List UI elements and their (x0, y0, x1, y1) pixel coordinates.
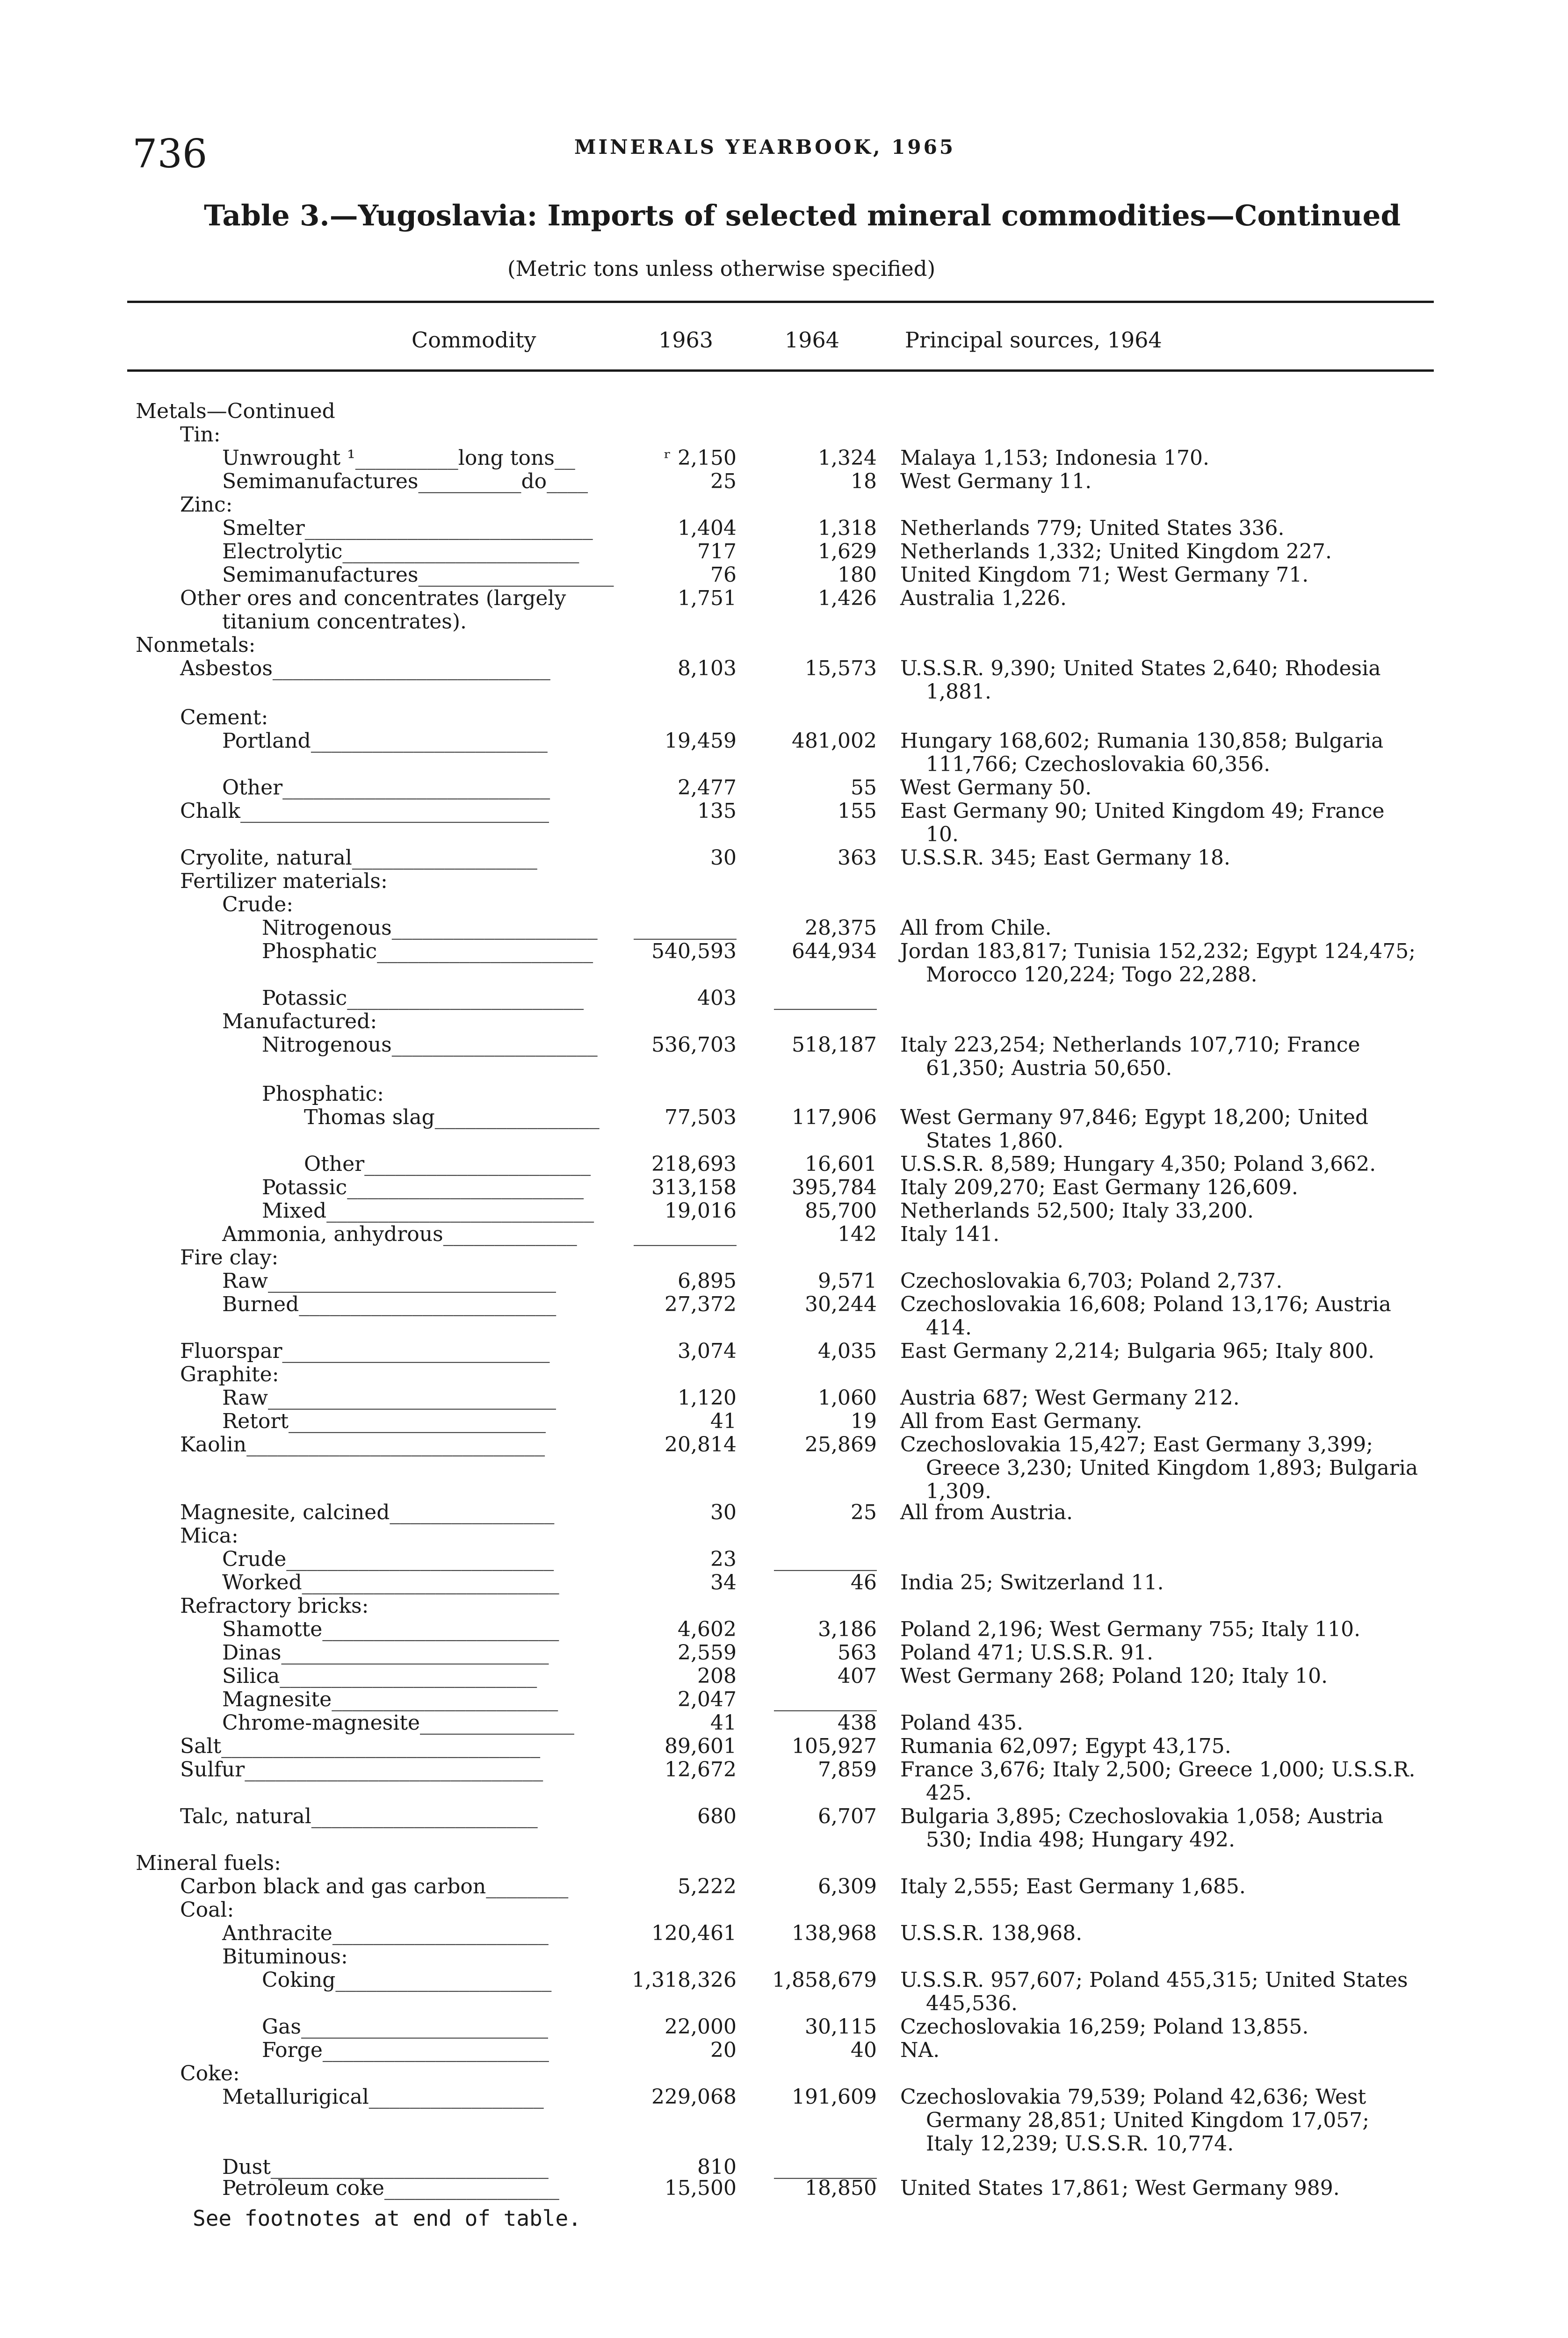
table-row (0, 940, 1568, 963)
table-row (0, 916, 1568, 940)
row-principal-sources: 425. (926, 1781, 972, 1805)
table-row (0, 1805, 1568, 1828)
row-value-1964: 1,858,679 (772, 1968, 877, 1992)
row-value-1964: 518,187 (792, 1033, 877, 1057)
table-row (0, 493, 1568, 517)
row-principal-sources: Czechoslovakia 6,703; Poland 2,737. (900, 1269, 1283, 1293)
row-commodity: Worked_________________________ (222, 1571, 559, 1595)
row-value-1963: 30 (710, 1501, 737, 1524)
row-commodity: Other__________________________ (222, 776, 550, 800)
row-commodity: Fertilizer materials: (180, 869, 388, 893)
row-value-1964: 191,609 (792, 2085, 877, 2109)
row-commodity: Raw____________________________ (222, 1269, 556, 1293)
table-row (0, 1316, 1568, 1340)
row-commodity: Kaolin_____________________________ (180, 1433, 545, 1457)
table-row (0, 1340, 1568, 1363)
table-row (0, 1480, 1568, 1503)
table-title: Table 3.—Yugoslavia: Imports of selected mineral commodities—Continued (204, 199, 1401, 232)
footnote: See footnotes at end of table. (193, 2206, 581, 2231)
row-value-1964: 18 (851, 469, 877, 493)
table-row (0, 2062, 1568, 2085)
table-row (0, 1386, 1568, 1410)
row-principal-sources: U.S.S.R. 957,607; Poland 455,315; United States (900, 1968, 1408, 1992)
row-value-1964: 142 (838, 1222, 877, 1246)
row-principal-sources: 1,309. (926, 1479, 991, 1503)
row-commodity: Retort_________________________ (222, 1409, 546, 1433)
table-row (0, 823, 1568, 846)
row-commodity: Manufactured: (222, 1010, 377, 1033)
row-value-1964: 16,601 (805, 1152, 877, 1176)
row-commodity: Other ores and concentrates (largely (180, 586, 566, 610)
table-row (0, 1782, 1568, 1805)
header-commodity: Commodity (412, 327, 536, 353)
table-row (0, 470, 1568, 493)
row-principal-sources: Italy 223,254; Netherlands 107,710; France (900, 1033, 1360, 1057)
row-principal-sources: Italy 12,239; U.S.S.R. 10,774. (926, 2132, 1234, 2156)
row-value-1964: 438 (838, 1711, 877, 1735)
row-principal-sources: Morocco 120,224; Togo 22,288. (926, 963, 1257, 987)
row-value-1963: 229,068 (651, 2085, 737, 2109)
table-row (0, 893, 1568, 916)
table-row (0, 753, 1568, 776)
row-principal-sources: 414. (926, 1316, 972, 1340)
table-row (0, 2177, 1568, 2200)
table-row (0, 1852, 1568, 1875)
row-value-1964: 407 (838, 1664, 877, 1688)
table-row (0, 1922, 1568, 1945)
row-principal-sources: United States 17,861; West Germany 989. (900, 2176, 1340, 2200)
table-row (0, 1129, 1568, 1153)
table-row (0, 1106, 1568, 1129)
row-principal-sources: Italy 141. (900, 1222, 1000, 1246)
row-value-1963: 41 (710, 1409, 737, 1433)
row-commodity: Petroleum coke_________________ (222, 2176, 559, 2200)
table-row (0, 680, 1568, 704)
table-row (0, 729, 1568, 753)
row-value-1963: __________ (634, 916, 737, 940)
row-commodity: Burned_________________________ (222, 1292, 556, 1316)
table-row (0, 634, 1568, 657)
header-1963: 1963 (658, 327, 714, 353)
row-value-1964: 1,060 (818, 1386, 877, 1410)
row-principal-sources: 530; India 498; Hungary 492. (926, 1828, 1236, 1852)
row-value-1963: 540,593 (651, 939, 737, 963)
row-value-1963: 25 (710, 469, 737, 493)
table-row (0, 1711, 1568, 1735)
table-row (0, 1176, 1568, 1199)
row-commodity: Forge______________________ (262, 2038, 549, 2062)
table-row (0, 2085, 1568, 2109)
row-principal-sources: West Germany 268; Poland 120; Italy 10. (900, 1664, 1328, 1688)
row-principal-sources: All from Chile. (900, 916, 1052, 940)
table-row (0, 1457, 1568, 1480)
row-value-1963: 15,500 (665, 2176, 737, 2200)
row-value-1964: 40 (851, 2038, 877, 2062)
row-value-1964: 6,707 (818, 1804, 877, 1828)
row-principal-sources: Czechoslovakia 79,539; Poland 42,636; West (900, 2085, 1366, 2109)
row-value-1963: 208 (697, 1664, 737, 1688)
row-value-1964: 1,318 (818, 516, 877, 540)
row-value-1963: 536,703 (651, 1033, 737, 1057)
table-row (0, 400, 1568, 423)
row-principal-sources: Italy 2,555; East Germany 1,685. (900, 1875, 1246, 1898)
row-value-1964: 28,375 (805, 916, 877, 940)
table-row (0, 2132, 1568, 2156)
row-commodity: Anthracite_____________________ (222, 1921, 549, 1945)
table-row (0, 1293, 1568, 1316)
top-rule (127, 301, 1434, 303)
table-row (0, 1641, 1568, 1665)
row-commodity: Chalk______________________________ (180, 799, 549, 823)
row-principal-sources: 10. (926, 823, 959, 846)
row-commodity: Crude: (222, 893, 294, 916)
row-commodity: Mixed__________________________ (262, 1199, 594, 1223)
row-commodity: Coking_____________________ (262, 1968, 552, 1992)
table-row (0, 1571, 1568, 1595)
row-principal-sources: U.S.S.R. 138,968. (900, 1921, 1083, 1945)
row-value-1963: 403 (697, 986, 737, 1010)
row-value-1964: 180 (838, 563, 877, 587)
table-row (0, 1898, 1568, 1922)
row-value-1963: 717 (697, 540, 737, 563)
row-principal-sources: Germany 28,851; United Kingdom 17,057; (926, 2108, 1370, 2132)
row-value-1964: 25 (851, 1501, 877, 1524)
table-row (0, 1033, 1568, 1057)
row-principal-sources: Czechoslovakia 16,259; Poland 13,855. (900, 2015, 1309, 2039)
row-value-1963: 120,461 (651, 1921, 737, 1945)
header-1964: 1964 (785, 327, 840, 353)
table-row (0, 1270, 1568, 1293)
running-head: MINERALS YEARBOOK, 1965 (574, 136, 956, 159)
table-row (0, 517, 1568, 540)
table-row (0, 870, 1568, 893)
row-principal-sources: Netherlands 779; United States 336. (900, 516, 1285, 540)
table-row (0, 1595, 1568, 1618)
row-value-1963: 77,503 (665, 1105, 737, 1129)
row-commodity: Raw____________________________ (222, 1386, 556, 1410)
row-principal-sources: Malaya 1,153; Indonesia 170. (900, 446, 1210, 470)
row-value-1963: 30 (710, 846, 737, 870)
row-principal-sources: Rumania 62,097; Egypt 43,175. (900, 1734, 1231, 1758)
row-commodity: Carbon black and gas carbon________ (180, 1875, 569, 1898)
row-commodity: Phosphatic_____________________ (262, 939, 593, 963)
row-value-1964: 18,850 (805, 2176, 877, 2200)
row-principal-sources: East Germany 2,214; Bulgaria 965; Italy 800. (900, 1339, 1375, 1363)
row-commodity: Nitrogenous____________________ (262, 916, 598, 940)
header-rule (127, 369, 1434, 372)
row-value-1963: 218,693 (651, 1152, 737, 1176)
row-commodity: Other______________________ (304, 1152, 591, 1176)
row-value-1963: 3,074 (678, 1339, 737, 1363)
row-value-1964: 481,002 (792, 729, 877, 753)
table-row (0, 1992, 1568, 2015)
row-value-1964: 395,784 (792, 1176, 877, 1199)
row-principal-sources: West Germany 50. (900, 776, 1092, 800)
row-value-1963: 313,158 (651, 1176, 737, 1199)
table-row (0, 2015, 1568, 2039)
row-principal-sources: Jordan 183,817; Tunisia 152,232; Egypt 124,475; (900, 939, 1416, 963)
row-commodity: Ammonia, anhydrous_____________ (222, 1222, 577, 1246)
row-value-1963: 1,404 (678, 516, 737, 540)
row-commodity: Dust___________________________ (222, 2155, 549, 2179)
row-commodity: Cement: (180, 706, 268, 729)
table-row (0, 1501, 1568, 1524)
table-row (0, 1548, 1568, 1571)
row-principal-sources: Netherlands 52,500; Italy 33,200. (900, 1199, 1254, 1223)
row-commodity: Metallurigical_________________ (222, 2085, 544, 2109)
row-value-1964: 363 (838, 846, 877, 870)
row-commodity: Potassic_______________________ (262, 1176, 584, 1199)
row-value-1964: 46 (851, 1571, 877, 1595)
page-number: 736 (132, 131, 208, 177)
row-principal-sources: All from Austria. (900, 1501, 1073, 1524)
row-value-1963: 76 (710, 563, 737, 587)
row-value-1963: 41 (710, 1711, 737, 1735)
table-row (0, 1410, 1568, 1433)
row-value-1963: 810 (697, 2155, 737, 2179)
row-value-1964: 4,035 (818, 1339, 877, 1363)
table-row (0, 987, 1568, 1010)
table-row (0, 1735, 1568, 1758)
row-commodity: Fire clay: (180, 1246, 279, 1270)
table-row (0, 776, 1568, 800)
row-principal-sources: East Germany 90; United Kingdom 49; France (900, 799, 1385, 823)
row-commodity: Potassic_______________________ (262, 986, 584, 1010)
row-value-1964: 85,700 (805, 1199, 877, 1223)
row-value-1963: 12,672 (665, 1758, 737, 1782)
row-value-1963: 20 (710, 2038, 737, 2062)
row-commodity: Semimanufactures__________do____ (222, 469, 588, 493)
table-row (0, 1945, 1568, 1969)
table-row (0, 1082, 1568, 1106)
table-row (0, 2156, 1568, 2179)
row-commodity: Coal: (180, 1898, 234, 1922)
row-commodity: Tin: (180, 423, 221, 447)
row-principal-sources: U.S.S.R. 345; East Germany 18. (900, 846, 1230, 870)
table-row (0, 1758, 1568, 1782)
row-value-1963: 1,120 (678, 1386, 737, 1410)
row-principal-sources: 1,881. (926, 680, 991, 704)
row-value-1964: 1,629 (818, 540, 877, 563)
table-row (0, 1433, 1568, 1457)
row-commodity: Magnesite, calcined________________ (180, 1501, 555, 1524)
row-value-1964: 155 (838, 799, 877, 823)
row-value-1964: 563 (838, 1641, 877, 1665)
table-row (0, 540, 1568, 563)
row-value-1964: 6,309 (818, 1875, 877, 1898)
row-value-1964: 138,968 (792, 1921, 877, 1945)
row-principal-sources: Greece 3,230; United Kingdom 1,893; Bulgaria (926, 1456, 1418, 1480)
table-row (0, 1875, 1568, 1898)
row-value-1963: 5,222 (678, 1875, 737, 1898)
row-principal-sources: 61,350; Austria 50,650. (926, 1056, 1172, 1080)
table-row (0, 2109, 1568, 2132)
row-value-1963: 680 (697, 1804, 737, 1828)
row-commodity: Shamotte_______________________ (222, 1617, 559, 1641)
row-principal-sources: 111,766; Czechoslovakia 60,356. (926, 752, 1271, 776)
row-principal-sources: NA. (900, 2038, 940, 2062)
table-row (0, 1969, 1568, 1992)
table-row (0, 1057, 1568, 1080)
table-row (0, 1688, 1568, 1711)
row-commodity: Asbestos___________________________ (180, 657, 550, 680)
table-row (0, 1363, 1568, 1386)
row-commodity: Sulfur_____________________________ (180, 1758, 543, 1782)
row-value-1963: 4,602 (678, 1617, 737, 1641)
row-principal-sources: States 1,860. (926, 1129, 1064, 1153)
row-commodity: Chrome-magnesite_______________ (222, 1711, 575, 1735)
table-row (0, 1524, 1568, 1548)
row-commodity: Nonmetals: (136, 633, 256, 657)
row-principal-sources: Austria 687; West Germany 212. (900, 1386, 1240, 1410)
row-commodity: Coke: (180, 2062, 240, 2085)
row-principal-sources: Poland 2,196; West Germany 755; Italy 110. (900, 1617, 1361, 1641)
row-value-1963: 19,459 (665, 729, 737, 753)
table-row (0, 2039, 1568, 2062)
row-value-1964: 15,573 (805, 657, 877, 680)
row-value-1963: 34 (710, 1571, 737, 1595)
row-commodity: Refractory bricks: (180, 1594, 369, 1618)
row-commodity: Salt_______________________________ (180, 1734, 541, 1758)
row-value-1963: 89,601 (665, 1734, 737, 1758)
row-principal-sources: U.S.S.R. 9,390; United States 2,640; Rhodesia (900, 657, 1381, 680)
row-value-1964: 19 (851, 1409, 877, 1433)
row-principal-sources: U.S.S.R. 8,589; Hungary 4,350; Poland 3,662. (900, 1152, 1376, 1176)
row-commodity: Portland_______________________ (222, 729, 548, 753)
row-commodity: Metals—Continued (136, 399, 335, 423)
row-value-1964: 1,426 (818, 586, 877, 610)
row-commodity: Nitrogenous____________________ (262, 1033, 598, 1057)
row-value-1964: __________ (774, 1547, 877, 1571)
row-commodity: Magnesite______________________ (222, 1688, 558, 1711)
header-sources: Principal sources, 1964 (905, 327, 1162, 353)
row-principal-sources: West Germany 11. (900, 469, 1092, 493)
row-value-1963: 27,372 (665, 1292, 737, 1316)
table-row (0, 1199, 1568, 1223)
row-principal-sources: United Kingdom 71; West Germany 71. (900, 563, 1309, 587)
row-principal-sources: India 25; Switzerland 11. (900, 1571, 1164, 1595)
table-row (0, 587, 1568, 610)
row-principal-sources: West Germany 97,846; Egypt 18,200; United (900, 1105, 1369, 1129)
row-principal-sources: France 3,676; Italy 2,500; Greece 1,000; U.S.S.R. (900, 1758, 1416, 1782)
row-commodity: Zinc: (180, 493, 233, 517)
row-principal-sources: Czechoslovakia 16,608; Poland 13,176; Austria (900, 1292, 1391, 1316)
row-commodity: Silica_________________________ (222, 1664, 537, 1688)
table-row (0, 846, 1568, 870)
row-value-1964: __________ (774, 2155, 877, 2179)
row-principal-sources: Czechoslovakia 15,427; East Germany 3,399; (900, 1433, 1373, 1457)
table-row (0, 963, 1568, 987)
table-row (0, 1828, 1568, 1852)
row-commodity: Graphite: (180, 1363, 279, 1386)
row-principal-sources: Poland 435. (900, 1711, 1024, 1735)
row-value-1963: 1,318,326 (632, 1968, 737, 1992)
row-principal-sources: Bulgaria 3,895; Czechoslovakia 1,058; Austria (900, 1804, 1384, 1828)
table-row (0, 610, 1568, 634)
row-value-1963: 1,751 (678, 586, 737, 610)
row-commodity: Phosphatic: (262, 1082, 384, 1106)
row-commodity: Mica: (180, 1524, 238, 1548)
row-value-1964: 7,859 (818, 1758, 877, 1782)
row-principal-sources: Italy 209,270; East Germany 126,609. (900, 1176, 1298, 1199)
table-row (0, 1665, 1568, 1688)
row-commodity: Mineral fuels: (136, 1851, 281, 1875)
row-principal-sources: 445,536. (926, 1992, 1018, 2015)
row-value-1964: 117,906 (792, 1105, 877, 1129)
row-value-1964: 644,934 (792, 939, 877, 963)
row-principal-sources: Poland 471; U.S.S.R. 91. (900, 1641, 1154, 1665)
row-commodity: Semimanufactures___________________ (222, 563, 614, 587)
table-row (0, 657, 1568, 680)
row-value-1963: 20,814 (665, 1433, 737, 1457)
row-commodity: Smelter____________________________ (222, 516, 593, 540)
row-principal-sources: Hungary 168,602; Rumania 130,858; Bulgaria (900, 729, 1384, 753)
row-value-1963: 8,103 (678, 657, 737, 680)
row-commodity: Gas________________________ (262, 2015, 548, 2039)
row-value-1963: 2,047 (678, 1688, 737, 1711)
row-commodity: Dinas__________________________ (222, 1641, 549, 1665)
table-row (0, 1618, 1568, 1641)
row-value-1964: 3,186 (818, 1617, 877, 1641)
row-value-1963: 22,000 (665, 2015, 737, 2039)
row-value-1963: ʳ 2,150 (664, 446, 737, 470)
row-value-1964: __________ (774, 986, 877, 1010)
table-row (0, 423, 1568, 447)
row-principal-sources: Netherlands 1,332; United Kingdom 227. (900, 540, 1332, 563)
row-value-1963: 6,895 (678, 1269, 737, 1293)
row-commodity: Fluorspar__________________________ (180, 1339, 550, 1363)
row-value-1964: 9,571 (818, 1269, 877, 1293)
row-value-1963: 23 (710, 1547, 737, 1571)
row-commodity: Talc, natural______________________ (180, 1804, 538, 1828)
table-subtitle: (Metric tons unless otherwise specified) (507, 256, 936, 281)
row-value-1964: 1,324 (818, 446, 877, 470)
table-row (0, 1153, 1568, 1176)
row-value-1964: 30,115 (805, 2015, 877, 2039)
row-value-1964: 105,927 (792, 1734, 877, 1758)
row-value-1963: 135 (697, 799, 737, 823)
row-commodity: Thomas slag________________ (304, 1105, 600, 1129)
table-row (0, 563, 1568, 587)
row-commodity: Crude__________________________ (222, 1547, 554, 1571)
table-row (0, 1246, 1568, 1270)
row-commodity: Electrolytic_______________________ (222, 540, 579, 563)
row-commodity: titanium concentrates). (222, 610, 467, 634)
row-value-1963: 2,477 (678, 776, 737, 800)
row-value-1963: 19,016 (665, 1199, 737, 1223)
row-principal-sources: All from East Germany. (900, 1409, 1142, 1433)
row-value-1964: 30,244 (805, 1292, 877, 1316)
table-row (0, 706, 1568, 729)
row-commodity: Bituminous: (222, 1945, 348, 1969)
table-row (0, 1223, 1568, 1246)
table-row (0, 447, 1568, 470)
row-value-1963: __________ (634, 1222, 737, 1246)
table-row (0, 800, 1568, 823)
row-value-1964: 55 (851, 776, 877, 800)
row-value-1964: 25,869 (805, 1433, 877, 1457)
row-principal-sources: Australia 1,226. (900, 586, 1067, 610)
row-commodity: Unwrought ¹__________long tons__ (222, 446, 575, 470)
row-value-1964: __________ (774, 1688, 877, 1711)
table-row (0, 1010, 1568, 1033)
row-commodity: Cryolite, natural__________________ (180, 846, 537, 870)
row-value-1963: 2,559 (678, 1641, 737, 1665)
